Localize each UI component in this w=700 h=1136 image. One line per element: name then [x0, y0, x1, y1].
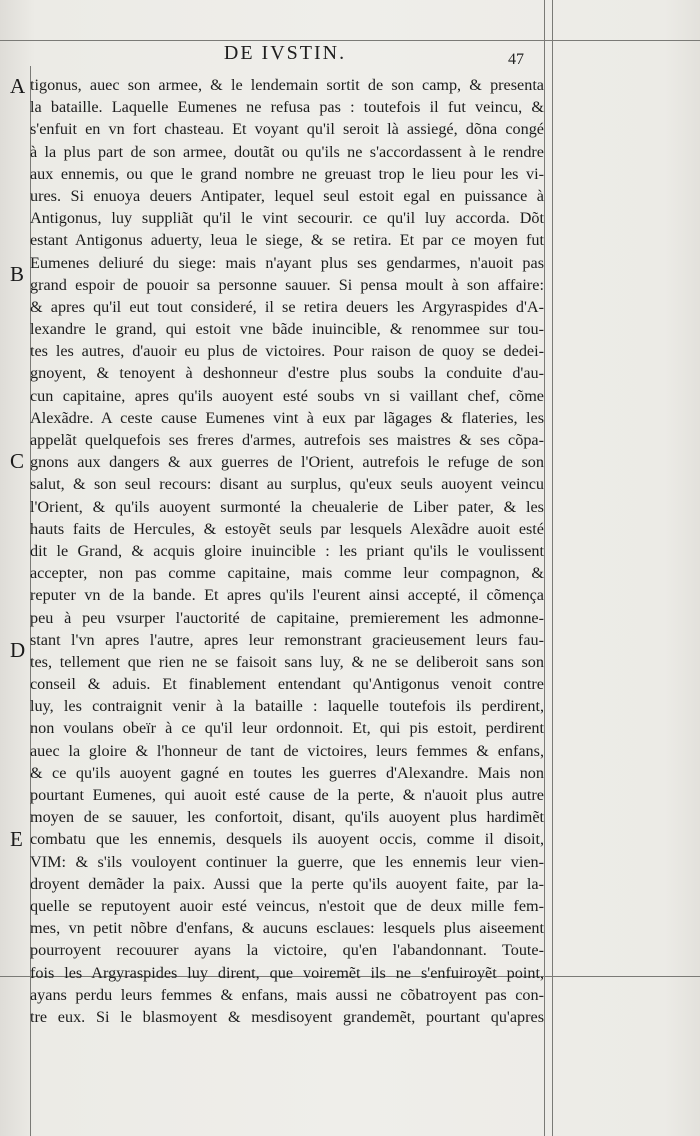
text-line: appelãt quelquefois ses freres d'armes, autrefois ses maistres & ses cõpa-	[30, 431, 544, 449]
text-line: lexandre le grand, qui estoit vne bãde inuincible, & renommee sur tou-	[30, 320, 544, 339]
text-line: Eumenes deliuré du siege: mais n'ayant plus ses gendarmes, n'auoit pas	[30, 253, 544, 272]
top-rule	[0, 40, 700, 41]
text-line: tes, tellement que rien ne se faisoit sans luy, & ne se deliberoit sans son	[30, 652, 544, 671]
text-line: combatu que les ennemis, desquels ils auoyent occis, comme il disoit,	[30, 830, 544, 849]
text-line: fois les Argyraspides luy dirent, que voiremẽt ils ne s'enfuiroyẽt point,	[30, 963, 544, 982]
text-line: stant l'vn apres l'autre, apres leur remonstrant gracieusement leurs fau-	[30, 630, 544, 649]
margin-letter-c: C	[10, 449, 25, 473]
margin-letter-d: D	[10, 638, 26, 662]
text-line: la bataille. Laquelle Eumenes ne refusa pas : toutefois il fut veincu, &	[30, 98, 544, 117]
text-line: mes, vn petit nõbre d'enfans, & aucuns esclaues: lesquels plus aiseement	[30, 919, 544, 938]
text-line: cun capitaine, apres qu'ils auoyent esté soubs vn si vaillant chef, cõme	[30, 386, 544, 405]
text-line: gnons aux dangers & aux guerres de l'Orient, autrefois le refuge de son	[30, 453, 544, 472]
text-line: peu à peu vsurper l'auctorité de capitaine, premierement les admonne-	[30, 608, 544, 627]
text-line: tes les autres, d'auoir eu plus de victoires. Pour raison de quoy se dedei-	[30, 342, 544, 361]
margin-letter-b: B	[10, 262, 25, 286]
text-line: pourtant Eumenes, qui auoit esté cause de la perte, & n'auoit plus autre	[30, 786, 544, 804]
text-line: accepter, non pas comme capitaine, mais comme leur compagnon, &	[30, 564, 544, 583]
text-line: ayans perdu leurs femmes & enfans, mais aussi ne cõbatroyent pas con-	[30, 985, 544, 1004]
text-line: Antigonus, luy suppliãt qu'il le vint secourir. ce qu'il luy accorda. Dõt	[30, 209, 544, 228]
text-line: aux ennemis, ou que le grand nombre ne greuast trop le lieu pour les vi-	[30, 164, 544, 183]
text-line: estant Antigonus aduerty, leua le siege, & se retira. Et par ce moyen fut	[30, 231, 544, 250]
text-line: tigonus, auec son armee, & le lendemain sortit de son camp, & presenta	[30, 76, 544, 94]
text-line: à la plus part de son armee, doutãt ou qu'ils ne s'accordassent à le rendre	[30, 142, 544, 161]
text-line: & apres qu'il eut tout consideré, il se retira deuers les Argyraspides d'A-	[30, 297, 544, 316]
text-line: reputer vn de la bande. Et apres qu'ils l'eurent ainsi accepté, il cõmença	[30, 586, 544, 605]
text-line: auec la gloire & l'honneur de tant de victoires, leurs femmes & enfans,	[30, 741, 544, 760]
outer-right-rule	[552, 0, 553, 1136]
text-line: grand espoir de pouoir sa personne sauuer. Si pensa moult à son affaire:	[30, 275, 544, 294]
text-line: moyen de se sauuer, les confortoit, disant, qu'ils auoyent plus hardimẽt	[30, 808, 544, 827]
page-number: 47	[508, 51, 524, 68]
text-line: salut, & son seul recours: disant au surplus, qu'eux seuls auoyent veincu	[30, 475, 544, 494]
body-text	[30, 74, 544, 1028]
text-line: ures. Si enuoya deuers Antipater, lequel seul estoit egal en puissance à	[30, 186, 544, 205]
text-line: quelle se reputoyent auoir esté veincus, n'estoit que de deux mille fem-	[30, 896, 544, 915]
text-line: Alexãdre. A ceste cause Eumenes vint à eux par lãgages & flateries, les	[30, 408, 544, 427]
text-line: droyent demãder la paix. Aussi que la perte qu'ils auoyent faite, par la-	[30, 874, 544, 893]
margin-letter-a: A	[10, 74, 26, 98]
text-line: s'enfuit en vn fort chasteau. Et voyant qu'il seroit là assiegé, dõna congé	[30, 120, 544, 139]
text-line: tre eux. Si le blasmoyent & mesdisoyent grandemẽt, pourtant qu'apres	[30, 1007, 544, 1026]
text-line: luy, les contraignit venir à la bataille : laquelle toutefois ils perdirent,	[30, 697, 544, 716]
text-line: gnoyent, & tenoyent à deshonneur d'estre plus soubs la conduite d'au-	[30, 364, 544, 383]
text-line: pourroyent recouurer ayans la victoire, qu'en l'abandonnant. Toute-	[30, 941, 544, 960]
text-line: conseil & aduis. Et finablement entendant qu'Antigonus venoit contre	[30, 675, 544, 694]
text-right-rule	[544, 0, 545, 1136]
text-line: VIM: & s'ils vouloyent continuer la guerre, que les ennemis leur vien-	[30, 852, 544, 871]
text-line: non voulans obeïr à ce qu'il leur ordonnoit. Et, qui pis estoit, perdirent	[30, 719, 544, 738]
text-line: dit le Grand, & acquis gloire inuincible : les priant qu'ils le voulissent	[30, 541, 544, 560]
text-line: l'Orient, & qu'ils auoyent surmonté la cheualerie de Liber pater, & les	[30, 497, 544, 516]
running-title: DE IVSTIN.	[223, 42, 347, 64]
text-line: & ce qu'ils auoyent gagné en toutes les guerres d'Alexandre. Mais non	[30, 763, 544, 782]
margin-letter-e: E	[10, 827, 23, 851]
text-line: hauts faits de Hercules, & estoyẽt seuls par lesquels Alexãdre auoit esté	[30, 519, 544, 538]
